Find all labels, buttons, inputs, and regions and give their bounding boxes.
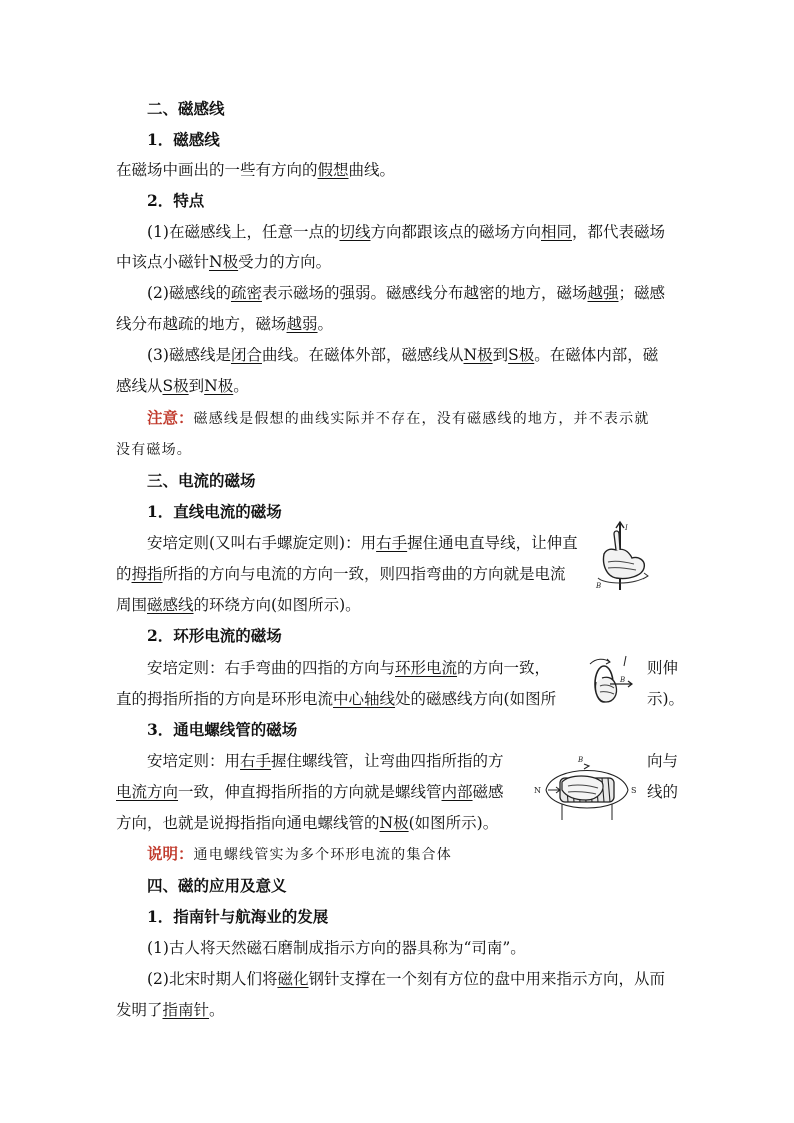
ring-current-hand-icon — [580, 652, 642, 710]
subheading-ring-current: 2．环形电流的磁场 — [147, 626, 282, 645]
note-text: 通电螺线管实为多个环形电流的集合体 — [193, 847, 452, 863]
note-line-2 — [116, 439, 682, 460]
note-text: 磁感线是假想的曲线实际并不存在，没有磁感线的地方，并不表示就 — [193, 411, 650, 427]
text: (2)北宋时期人们将 — [147, 970, 278, 988]
text: (2)磁感线的 — [147, 284, 231, 302]
text: 周围 — [116, 596, 148, 614]
text: 的方向一致， — [457, 659, 551, 677]
text: 。 — [233, 377, 249, 395]
blank-answer: 中心轴线 — [333, 690, 396, 708]
text: 握住通电直导线，让伸直 — [407, 534, 578, 552]
blank-answer: 环形电流 — [395, 659, 458, 677]
b-label: B — [620, 676, 626, 684]
explanation-line — [147, 844, 682, 865]
blank-answer: S极 — [162, 377, 189, 395]
text: ，都代表磁场 — [572, 223, 666, 241]
note-line-1 — [147, 408, 682, 429]
paragraph-feature-3-line-1 — [147, 345, 682, 365]
note-label: 注意： — [147, 408, 194, 427]
blank-answer: 右手 — [376, 534, 408, 552]
text: 。 — [317, 315, 334, 333]
paragraph-ring-line-1 — [147, 658, 567, 678]
paragraph-ring-line-2 — [116, 689, 576, 709]
blank-answer: 闭合 — [230, 346, 262, 364]
paragraph-sinan: (1)古人将天然磁石磨制成指示方向的器具称为“司南”。 — [147, 939, 526, 957]
straight-current-right-hand-figure — [592, 520, 656, 592]
paragraph-compass-line-1 — [147, 969, 682, 989]
paragraph-feature-2-line-1 — [147, 283, 682, 303]
text: 受力的方向。 — [238, 253, 332, 271]
solenoid-hand-icon — [532, 752, 642, 824]
text: 磁感 — [472, 783, 504, 801]
blank-answer: 拇指 — [131, 565, 163, 583]
blank-answer: N极 — [379, 814, 409, 832]
blank-answer: 疏密 — [230, 284, 262, 302]
i-label: I — [625, 524, 628, 532]
text: 处的磁感线方向(如图所 — [395, 690, 557, 708]
blank-answer: S极 — [508, 346, 535, 364]
paragraph-compass-line-2 — [116, 1000, 682, 1020]
text: 方向，也就是说拇指指向通电螺线管的 — [116, 814, 380, 832]
text: 在磁场中画出的一些有方向的 — [116, 161, 318, 179]
text: 。 — [209, 1001, 225, 1019]
blank-answer: N极 — [463, 346, 493, 364]
paragraph-solenoid-line-2-tail: 线的 — [647, 783, 679, 801]
text: 线分布越疏的地方，磁场 — [116, 315, 287, 333]
text: 所指的方向与电流的方向一致，则四指弯曲的方向就是电流 — [162, 565, 566, 583]
text: (如图所示)。 — [408, 814, 499, 832]
paragraph-ring-line-2-tail: 示)。 — [647, 690, 685, 708]
text: 方向都跟该点的磁场方向 — [370, 223, 541, 241]
ring-current-figure — [580, 652, 642, 710]
text: 到 — [188, 377, 205, 395]
s-pole-label: S — [631, 786, 637, 795]
n-pole-label: N — [534, 786, 541, 795]
text: 感线从 — [116, 377, 163, 395]
subheading-compass: 1．指南针与航海业的发展 — [147, 907, 329, 926]
paragraph-solenoid-line-1 — [147, 751, 527, 771]
solenoid-figure — [532, 752, 642, 824]
paragraph-feature-2-line-2 — [116, 314, 682, 334]
text: 安培定则：右手弯曲的四指的方向与 — [147, 659, 396, 677]
paragraph-feature-1-line-1 — [147, 222, 682, 242]
subheading-straight-current: 1．直线电流的磁场 — [147, 502, 282, 521]
paragraph-feature-3-line-2 — [116, 376, 682, 396]
blank-answer: 右手 — [240, 752, 272, 770]
note-label: 说明： — [147, 844, 194, 863]
section-heading-current-magnetic-field: 三、电流的磁场 — [147, 471, 256, 490]
text: 中该点小磁针 — [116, 253, 210, 271]
text: (3)磁感线是 — [147, 346, 231, 364]
text: 到 — [492, 346, 509, 364]
text: 的 — [116, 565, 132, 583]
text: ；磁感 — [618, 284, 666, 302]
text: 。在磁体内部，磁 — [534, 346, 659, 364]
paragraph-feature-1-line-2 — [116, 252, 682, 272]
paragraph-solenoid-line-2 — [116, 782, 526, 802]
blank-answer: 磁化 — [277, 970, 309, 988]
paragraph-straight-line-1 — [147, 533, 587, 553]
section-heading-magnetic-field-lines: 二、磁感线 — [147, 99, 225, 118]
text: 表示磁场的强弱。磁感线分布越密的地方，磁场 — [261, 284, 588, 302]
text: 安培定则(又叫右手螺旋定则)：用 — [147, 534, 377, 552]
text: 曲线。在磁体外部，磁感线从 — [261, 346, 464, 364]
text: 钢针支撑在一个刻有方位的盘中用来指示方向，从而 — [308, 970, 665, 988]
blank-answer: 越弱 — [286, 315, 318, 333]
blank-answer: 相同 — [541, 223, 573, 241]
section-heading-applications: 四、磁的应用及意义 — [147, 876, 287, 895]
paragraph-ring-line-1-tail: 则伸 — [647, 659, 679, 677]
b-label: B — [596, 582, 602, 590]
b-label: B — [578, 756, 584, 764]
text: 的环绕方向(如图所示)。 — [193, 596, 361, 614]
paragraph-solenoid-line-1-tail: 向与 — [647, 752, 679, 770]
blank-answer: N极 — [204, 377, 234, 395]
blank-answer: 切线 — [339, 223, 371, 241]
text: 安培定则：用 — [147, 752, 241, 770]
paragraph-definition — [116, 160, 682, 180]
right-hand-wire-icon — [592, 520, 656, 592]
blank-answer: 指南针 — [162, 1001, 210, 1019]
text: 直的拇指所指的方向是环形电流 — [116, 690, 334, 708]
paragraph-straight-line-2 — [116, 564, 586, 584]
blank-answer: 越强 — [587, 284, 619, 302]
note-text: 没有磁场。 — [116, 442, 192, 458]
blank-answer: 磁感线 — [147, 596, 194, 614]
text: 发明了 — [116, 1001, 163, 1019]
subheading-field-lines: 1．磁感线 — [147, 130, 220, 149]
text: 曲线。 — [348, 161, 396, 179]
subheading-solenoid: 3．通电螺线管的磁场 — [147, 720, 298, 739]
blank-answer: 内部 — [441, 783, 473, 801]
blank-answer: N极 — [209, 253, 239, 271]
text: 握住螺线管，让弯曲四指所指的方 — [271, 752, 504, 770]
text: 一致，伸直拇指所指的方向就是螺线管 — [178, 783, 442, 801]
text: (1)在磁感线上，任意一点的 — [147, 223, 340, 241]
subheading-features: 2．特点 — [147, 191, 205, 210]
blank-answer: 假想 — [317, 161, 349, 179]
blank-answer: 电流方向 — [116, 783, 179, 801]
paragraph-straight-line-3 — [116, 595, 682, 615]
